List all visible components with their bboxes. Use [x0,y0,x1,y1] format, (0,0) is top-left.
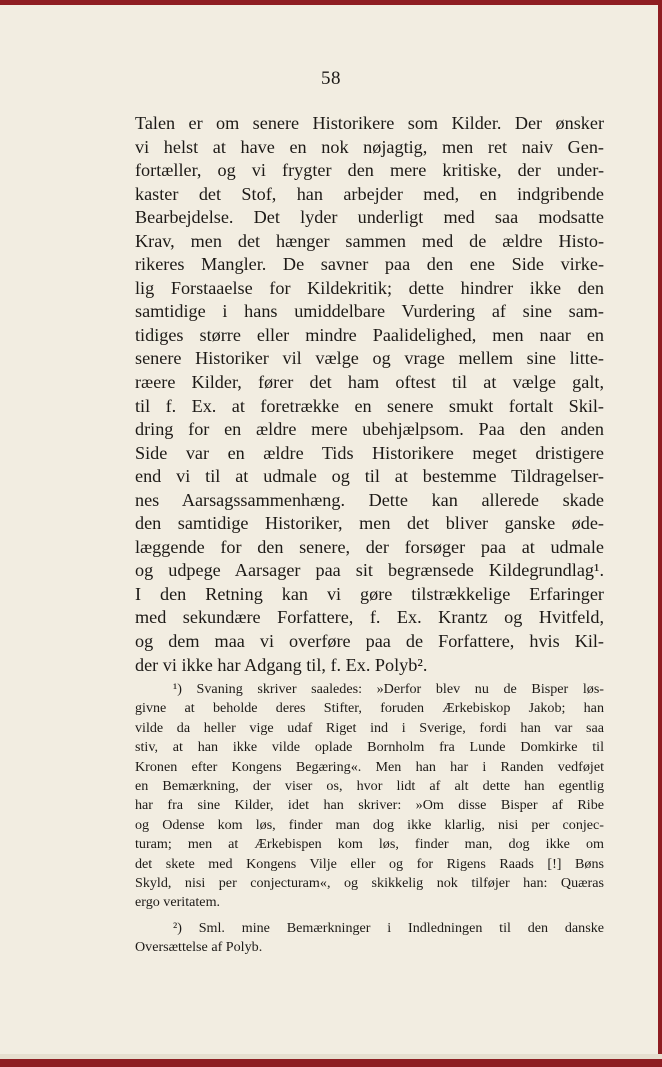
footnote-line: har fra sine Kilder, idet han skriver: »Om disse Bisper af Ribe [135,797,604,814]
body-line: med sekundære Forfattere, f. Ex. Krantz og Hvitfeld, [135,607,604,628]
footnotes [135,680,604,957]
footnote-line: vilde da heller vige udaf Riget ind i Sverige, fordi han var saa [135,719,604,736]
body-line: og udpege Aarsager paa sit begrænsede Kildegrundlag¹. [135,560,604,581]
page-bottom-edge [0,1059,662,1067]
body-text [135,112,604,677]
footnote-line: Oversættelse af Polyb. [135,939,263,956]
body-line: der vi ikke har Adgang til, f. Ex. Polyb². [135,654,428,675]
body-line: dring for en ældre mere ubehjælpsom. Paa den anden [135,419,604,440]
page-number: 58 [321,68,341,89]
footnote-line: Kronen efter Kongens Begæring«. Men han har i Randen vedføjet [135,758,604,775]
footnote-line: ²) Sml. mine Bemærkninger i Indledningen til den danske [173,919,604,936]
body-line: Krav, men det hænger sammen med de ældre Histo- [135,230,604,251]
footnote-line: turam; men at Ærkebispen kom løs, finder man, dog ikke om [135,836,604,853]
body-line: til f. Ex. at foretrække en senere smukt fortalt Skil- [135,395,604,416]
body-line: den samtidige Historiker, men det bliver ganske øde- [135,513,604,534]
body-line: I den Retning kan vi gøre tilstrækkelige Erfaringer [135,583,604,604]
body-line: end vi til at udmale og til at bestemme Tildragelser- [135,466,604,487]
footnote-line: stiv, at han ikke vilde oplade Bornholm fra Lunde Domkirke til [135,739,604,756]
body-line: rikeres Mangler. De savner paa den ene Side virke- [135,254,604,275]
footnote-line: ¹) Svaning skriver saaledes: »Derfor blev nu de Bisper løs- [173,681,604,697]
footnote-line: en Bemærkning, der viser os, hvor lidt af alt dette han egentlig [135,777,604,794]
footnote-line: givne at beholde deres Stifter, foruden Ærkebiskop Jakob; han [135,700,604,717]
footnote-line: ergo veritatem. [135,894,221,911]
body-line: og dem maa vi overføre paa de Forfattere, hvis Kil- [135,631,604,652]
body-line: tidiges større eller mindre Paalidelighed, men naar en [135,324,604,345]
footnote-line: det skete med Kongens Vilje eller og for Rigens Raads [!] Bøns [135,855,604,872]
footnote-line: og Odense kom løs, finder man dog ikke klarlig, nisi per conjec- [135,816,604,833]
page-right-edge [658,0,662,1067]
body-line: nes Aarsagssammenhæng. Dette kan allerede skade [135,489,604,510]
body-line: Bearbejdelse. Det lyder underligt med saa modsatte [135,207,604,228]
body-line: lig Forstaaelse for Kildekritik; dette hindrer ikke den [135,277,604,298]
body-line: senere Historiker vil vælge og vrage mellem sine litte- [135,348,604,369]
body-line: fortæller, og vi frygter den mere kritiske, der under- [135,160,604,181]
footnote-line: Skyld, nisi per conjecturam«, og skikkelig nok tilføjer han: Quæras [135,874,604,891]
body-line: samtidige i hans umiddelbare Vurdering af sine sam- [135,301,604,322]
body-line: læggende for den senere, der forsøger paa at udmale [135,536,604,557]
footnote-1 [135,680,604,913]
body-line: kaster det Stof, han arbejder med, en indgribende [135,183,604,204]
body-line: vi helst at have en nok nøjagtig, men ret naiv Gen- [135,136,604,157]
body-line: Side var en ældre Tids Historikere meget dristigere [135,442,604,463]
body-line: ræere Kilder, fører det ham oftest til at vælge galt, [135,372,604,393]
body-line: Talen er om senere Historikere som Kilder. Der ønsker [135,113,604,133]
page-top-edge [0,0,662,5]
footnote-2 [135,919,604,958]
